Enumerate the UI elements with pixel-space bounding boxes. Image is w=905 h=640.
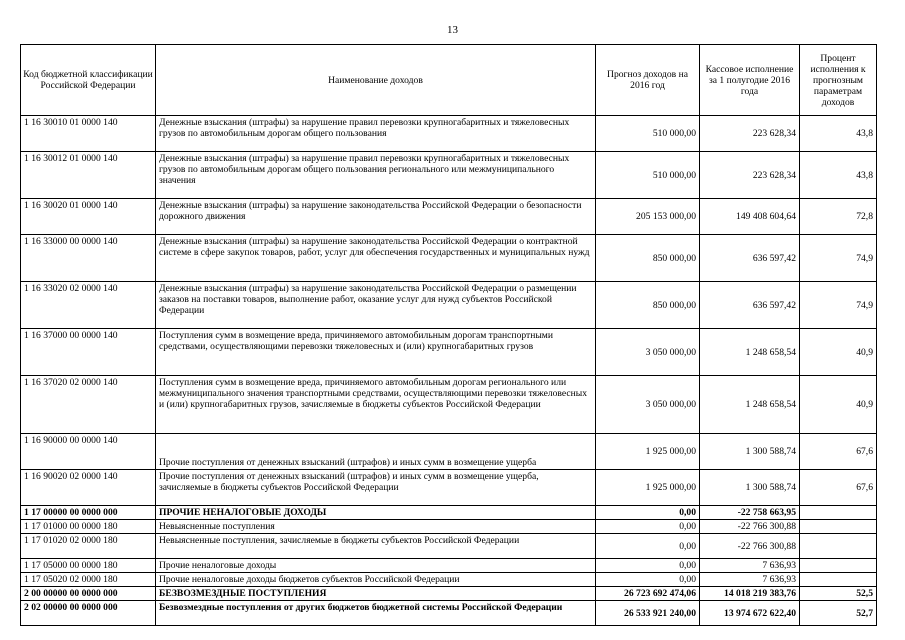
forecast-cell: 0,00 bbox=[596, 506, 700, 520]
code-cell: 1 16 30012 01 0000 140 bbox=[21, 152, 156, 199]
table-row bbox=[21, 116, 877, 152]
name-cell: Прочие неналоговые доходы bbox=[156, 559, 596, 573]
percent-cell: 74,9 bbox=[800, 235, 877, 282]
code-cell: 1 17 01020 02 0000 180 bbox=[21, 534, 156, 559]
code-cell: 1 16 37000 00 0000 140 bbox=[21, 329, 156, 376]
executed-cell: 1 248 658,54 bbox=[700, 376, 800, 434]
code-cell: 1 17 05020 02 0000 180 bbox=[21, 573, 156, 587]
name-cell: ПРОЧИЕ НЕНАЛОГОВЫЕ ДОХОДЫ bbox=[156, 506, 596, 520]
code-cell: 2 02 00000 00 0000 000 bbox=[21, 601, 156, 626]
table-header-row bbox=[21, 45, 877, 116]
table-row bbox=[21, 434, 877, 470]
forecast-cell: 0,00 bbox=[596, 559, 700, 573]
code-cell: 2 00 00000 00 0000 000 bbox=[21, 587, 156, 601]
code-cell: 1 16 33000 00 0000 140 bbox=[21, 235, 156, 282]
name-cell: БЕЗВОЗМЕЗДНЫЕ ПОСТУПЛЕНИЯ bbox=[156, 587, 596, 601]
percent-cell bbox=[800, 506, 877, 520]
percent-cell: 72,8 bbox=[800, 199, 877, 235]
name-cell: Денежные взыскания (штрафы) за нарушение законодательства Российской Федерации о безопасности дорожного движения bbox=[156, 199, 596, 235]
executed-cell: -22 766 300,88 bbox=[700, 534, 800, 559]
name-cell: Прочие поступления от денежных взысканий (штрафов) и иных сумм в возмещение ущерба bbox=[156, 434, 596, 470]
table-row bbox=[21, 601, 877, 626]
table-row bbox=[21, 470, 877, 506]
table-row bbox=[21, 152, 877, 199]
header-name: Наименование доходов bbox=[156, 45, 596, 116]
table-row bbox=[21, 587, 877, 601]
forecast-cell: 26 533 921 240,00 bbox=[596, 601, 700, 626]
executed-cell: 636 597,42 bbox=[700, 282, 800, 329]
percent-cell bbox=[800, 559, 877, 573]
name-cell: Прочие поступления от денежных взысканий (штрафов) и иных сумм в возмещение ущерба, зачисляемые в бюджеты субъектов Российской Федерации bbox=[156, 470, 596, 506]
header-percent: Процент исполнения к прогнозным параметрам доходов bbox=[800, 45, 877, 116]
code-cell: 1 16 37020 02 0000 140 bbox=[21, 376, 156, 434]
executed-cell: 223 628,34 bbox=[700, 116, 800, 152]
name-cell: Денежные взыскания (штрафы) за нарушение законодательства Российской Федерации о контрактной системе в сфере закупок товаров, работ, услуг для обеспечения государственных и муниципальных нужд bbox=[156, 235, 596, 282]
name-cell: Поступления сумм в возмещение вреда, причиняемого автомобильным дорогам транспортными средствами, осуществляющими перевозки тяжеловесных и (или) крупногабаритных грузов bbox=[156, 329, 596, 376]
executed-cell: 1 300 588,74 bbox=[700, 434, 800, 470]
forecast-cell: 1 925 000,00 bbox=[596, 434, 700, 470]
executed-cell: 149 408 604,64 bbox=[700, 199, 800, 235]
percent-cell: 67,6 bbox=[800, 434, 877, 470]
percent-cell bbox=[800, 573, 877, 587]
percent-cell bbox=[800, 520, 877, 534]
table-row bbox=[21, 573, 877, 587]
forecast-cell: 0,00 bbox=[596, 520, 700, 534]
table-row bbox=[21, 282, 877, 329]
percent-cell: 74,9 bbox=[800, 282, 877, 329]
forecast-cell: 1 925 000,00 bbox=[596, 470, 700, 506]
percent-cell: 43,8 bbox=[800, 152, 877, 199]
code-cell: 1 17 05000 00 0000 180 bbox=[21, 559, 156, 573]
header-forecast: Прогноз доходов на 2016 год bbox=[596, 45, 700, 116]
forecast-cell: 0,00 bbox=[596, 534, 700, 559]
percent-cell: 52,5 bbox=[800, 587, 877, 601]
table-row bbox=[21, 199, 877, 235]
executed-cell: 636 597,42 bbox=[700, 235, 800, 282]
forecast-cell: 850 000,00 bbox=[596, 282, 700, 329]
code-cell: 1 17 01000 00 0000 180 bbox=[21, 520, 156, 534]
percent-cell: 67,6 bbox=[800, 470, 877, 506]
executed-cell: 7 636,93 bbox=[700, 573, 800, 587]
forecast-cell: 3 050 000,00 bbox=[596, 376, 700, 434]
name-cell: Денежные взыскания (штрафы) за нарушение законодательства Российской Федерации о размещении заказов на поставки товаров, выполнение работ, оказание услуг для нужд субъектов Российской Федерации bbox=[156, 282, 596, 329]
executed-cell: -22 758 663,95 bbox=[700, 506, 800, 520]
name-cell: Поступления сумм в возмещение вреда, причиняемого автомобильным дорогам регионального или межмуниципального значения транспортными средствами, осуществляющими перевозки тяжеловесных и (или) крупногабаритных грузов, зачисляемые в бюджеты субъектов Российской Федерации bbox=[156, 376, 596, 434]
forecast-cell: 3 050 000,00 bbox=[596, 329, 700, 376]
table-row bbox=[21, 329, 877, 376]
table-row bbox=[21, 376, 877, 434]
code-cell: 1 16 30010 01 0000 140 bbox=[21, 116, 156, 152]
executed-cell: 1 300 588,74 bbox=[700, 470, 800, 506]
executed-cell: -22 766 300,88 bbox=[700, 520, 800, 534]
table-row bbox=[21, 235, 877, 282]
forecast-cell: 850 000,00 bbox=[596, 235, 700, 282]
name-cell: Прочие неналоговые доходы бюджетов субъектов Российской Федерации bbox=[156, 573, 596, 587]
percent-cell: 43,8 bbox=[800, 116, 877, 152]
executed-cell: 7 636,93 bbox=[700, 559, 800, 573]
executed-cell: 1 248 658,54 bbox=[700, 329, 800, 376]
page-number: 13 bbox=[447, 24, 458, 36]
forecast-cell: 26 723 692 474,06 bbox=[596, 587, 700, 601]
revenue-table bbox=[20, 44, 877, 626]
header-code: Код бюджетной классификации Российской Федерации bbox=[21, 45, 156, 116]
table-row bbox=[21, 520, 877, 534]
name-cell: Денежные взыскания (штрафы) за нарушение правил перевозки крупногабаритных и тяжеловесных грузов по автомобильным дорогам общего пользования bbox=[156, 116, 596, 152]
executed-cell: 14 018 219 383,76 bbox=[700, 587, 800, 601]
code-cell: 1 16 90020 02 0000 140 bbox=[21, 470, 156, 506]
code-cell: 1 16 90000 00 0000 140 bbox=[21, 434, 156, 470]
percent-cell: 40,9 bbox=[800, 329, 877, 376]
table-row bbox=[21, 534, 877, 559]
code-cell: 1 16 30020 01 0000 140 bbox=[21, 199, 156, 235]
name-cell: Невыясненные поступления bbox=[156, 520, 596, 534]
percent-cell bbox=[800, 534, 877, 559]
forecast-cell: 205 153 000,00 bbox=[596, 199, 700, 235]
percent-cell: 40,9 bbox=[800, 376, 877, 434]
forecast-cell: 510 000,00 bbox=[596, 152, 700, 199]
name-cell: Безвозмездные поступления от других бюджетов бюджетной системы Российской Федерации bbox=[156, 601, 596, 626]
forecast-cell: 510 000,00 bbox=[596, 116, 700, 152]
executed-cell: 223 628,34 bbox=[700, 152, 800, 199]
executed-cell: 13 974 672 622,40 bbox=[700, 601, 800, 626]
name-cell: Невыясненные поступления, зачисляемые в бюджеты субъектов Российской Федерации bbox=[156, 534, 596, 559]
header-executed: Кассовое исполнение за 1 полугодие 2016 года bbox=[700, 45, 800, 116]
code-cell: 1 17 00000 00 0000 000 bbox=[21, 506, 156, 520]
code-cell: 1 16 33020 02 0000 140 bbox=[21, 282, 156, 329]
table-row bbox=[21, 559, 877, 573]
table-row bbox=[21, 506, 877, 520]
forecast-cell: 0,00 bbox=[596, 573, 700, 587]
percent-cell: 52,7 bbox=[800, 601, 877, 626]
name-cell: Денежные взыскания (штрафы) за нарушение правил перевозки крупногабаритных и тяжеловесных грузов по автомобильным дорогам общего пользования регионального или межмуниципального значения bbox=[156, 152, 596, 199]
